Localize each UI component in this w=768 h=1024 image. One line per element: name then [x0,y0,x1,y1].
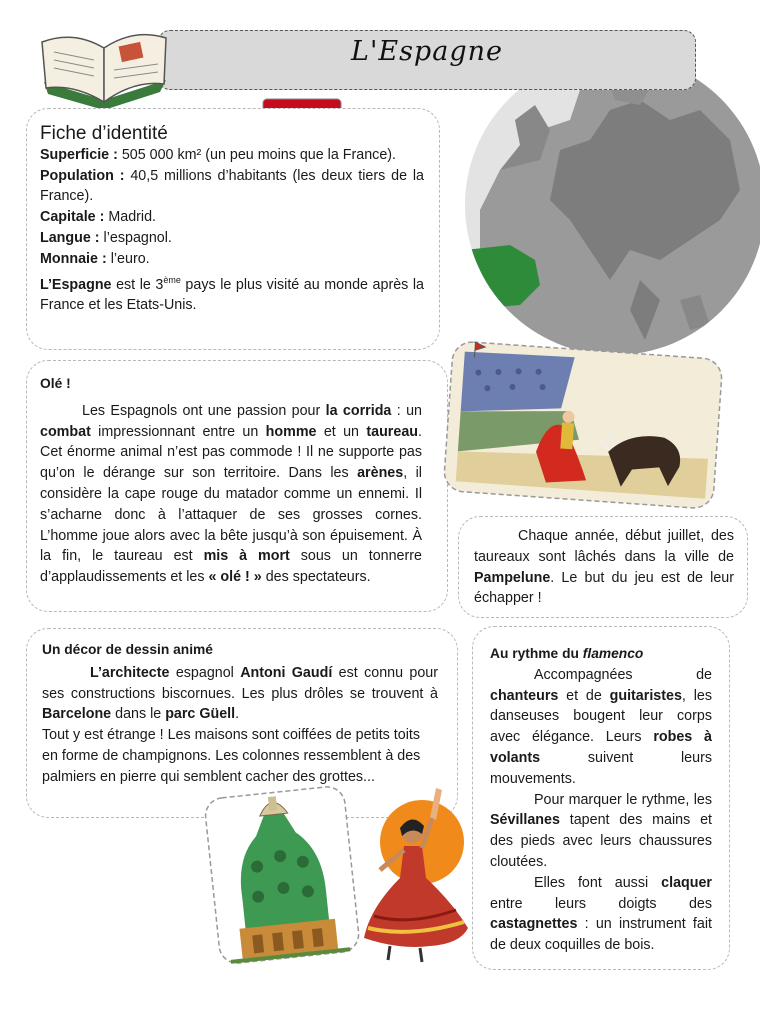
monnaie-value: l’euro. [106,250,150,267]
flamenco-paragraph-3: Elles font aussi claquer entre leurs doigts des castagnettes : un instrument fait de deux coquilles de bois. [490,874,712,954]
corrida-illustration [440,340,726,510]
page-title: L'Espagne [351,36,503,67]
langue-value: l’espagnol. [99,229,172,246]
capitale-label: Capitale : [40,209,105,226]
visite-post: pays le plus visité au monde après la France et les Etats-Unis. [40,276,424,314]
population-label: Population : [40,167,125,184]
population-value: 40,5 millions d’habitants (les deux tiers de la France). [40,167,425,205]
decor-paragraph-1: L’architecte espagnol Antoni Gaudí est connu pour ses constructions biscornues. Les plus drôles se trouvent à Barcelone dans le parc Güell. [42,664,439,723]
capitale-value: Madrid. [104,209,157,226]
superficie-value: 505 000 km² (un peu moins que la France). [117,146,396,163]
pampelune-paragraph: Chaque année, début juillet, des taureaux sont lâchés dans la ville de Pampelune. Le but du jeu est de leur échapper ! [474,528,734,607]
langue-label: Langue : [40,229,100,246]
ole-section [40,374,422,588]
flamenco-section [490,644,712,956]
flamenco-paragraph-2: Pour marquer le rythme, les Sévillanes tapent des mains et des pieds avec leurs chaussures cloutées. [490,791,712,870]
europe-map-icon [440,50,760,360]
flamenco-paragraph-1: Accompagnées de chanteurs et de guitaristes, les danseuses bougent leur corps avec élégance. Leurs robes à volants suivent leurs mouvements. [490,666,712,787]
ole-paragraph: Les Espagnols ont une passion pour la corrida : un combat impressionnant entre un homme et un taureau. Cet énorme animal n’est pas commode ! Il ne supporte pas qu’on le dérange sur son territoire. Dans les arènes, il considère la cape rouge du matador comme un ennemi. Il s’acharne donc à l’attaquer de ses grosses cornes. L’homme joue alors avec la bête jusqu’à son épuisement. À la fin, le taureau est mis à mort sous un tonnerre d’applaudissements et les « olé ! » des spectateurs. [40,402,422,586]
ole-heading: Olé ! [40,376,71,391]
visite-sup: ème [163,274,181,285]
visite-pre: est le 3 [111,276,164,293]
flamenco-heading: Au rythme du flamenco [490,646,644,661]
superficie-label: Superficie : [40,146,118,163]
decor-paragraph-2: Tout y est étrange ! Les maisons sont coiffées de petits toits en forme de champignons. Les colonnes ressemblent à des palmiers en pierre qui semblent cacher des grottes... [42,727,421,785]
identity-card-heading: Fiche d’identité [40,123,168,144]
identity-card [40,124,424,316]
book-icon [34,22,174,112]
gaudi-building-illustration [200,784,364,964]
monnaie-label: Monnaie : [40,250,107,267]
visite-subject: L’Espagne [40,276,112,293]
decor-heading: Un décor de dessin animé [42,642,213,657]
decor-section [42,640,438,788]
flamenco-dancer-illustration [360,778,472,964]
